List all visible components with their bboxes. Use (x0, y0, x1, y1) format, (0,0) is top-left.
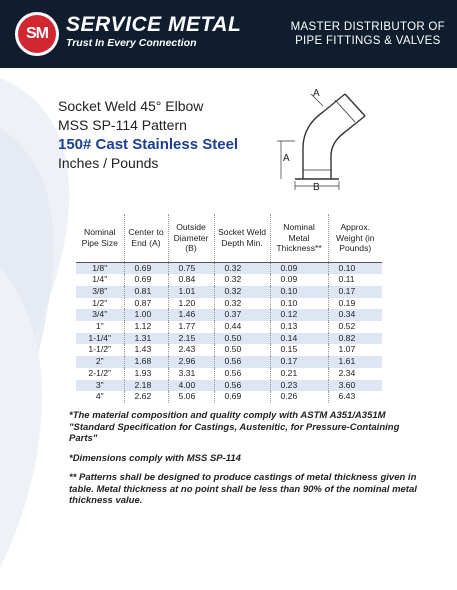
table-cell: 0.10 (328, 262, 382, 274)
note-thickness: ** Patterns shall be designed to produce castings of metal thickness given in table. Metal thickness at no point shall be less than 90% of the nominal metal thickness value. (69, 472, 417, 506)
table-cell: 0.32 (214, 298, 270, 310)
table-row (76, 368, 382, 380)
table-cell: 3" (76, 380, 124, 392)
table-cell: 0.10 (270, 298, 328, 310)
logo-initials: SM (18, 15, 56, 53)
table-header-row (76, 214, 382, 262)
table-row (76, 344, 382, 356)
table-cell: 0.44 (214, 321, 270, 333)
table-cell: 1.93 (124, 368, 168, 380)
table-row (76, 274, 382, 286)
table-cell: 0.21 (270, 368, 328, 380)
table-cell: 2.96 (168, 356, 214, 368)
product-pattern: MSS SP-114 Pattern (58, 117, 187, 133)
table-cell: 1/2" (92, 297, 108, 308)
table-cell: 0.50 (214, 333, 270, 345)
table-cell: 0.09 (270, 262, 328, 274)
table-cell: 0.11 (328, 274, 382, 286)
table-row (76, 262, 382, 274)
table-row (76, 321, 382, 333)
distributor-line-2: PIPE FITTINGS & VALVES (295, 35, 441, 47)
table-cell: 1.31 (124, 333, 168, 345)
table-cell: 1.07 (328, 344, 382, 356)
table-cell: 0.26 (270, 391, 328, 403)
brand-name: SERVICE METAL (66, 13, 242, 36)
diagram-label-a-top: A (313, 88, 320, 99)
table-cell: 0.32 (214, 286, 270, 298)
table-cell: 1.01 (168, 286, 214, 298)
table-cell: 1" (95, 321, 104, 332)
product-class: 150# Cast Stainless Steel (58, 136, 239, 153)
table-cell: 2.18 (124, 380, 168, 392)
table-cell: 0.56 (214, 368, 270, 380)
table-cell: 1.68 (124, 356, 168, 368)
table-cell: 2-1/2" (88, 367, 112, 378)
diagram-label-b: B (313, 182, 320, 193)
table-cell: 0.09 (270, 274, 328, 286)
table-row (76, 356, 382, 368)
column-header: Center to End (A) (124, 214, 168, 262)
product-title-block (58, 97, 238, 173)
product-name: Socket Weld 45° Elbow (58, 98, 204, 114)
table-cell: 0.12 (270, 309, 328, 321)
table-cell: 0.52 (328, 321, 382, 333)
table-row (76, 309, 382, 321)
table-cell: 2.15 (168, 333, 214, 345)
table-cell: 0.69 (124, 274, 168, 286)
table-cell: 2.43 (168, 344, 214, 356)
table-cell: 1.43 (124, 344, 168, 356)
elbow-diagram (275, 86, 395, 201)
table-cell: 0.17 (270, 356, 328, 368)
note-dimensions: *Dimensions comply with MSS SP-114 (69, 452, 241, 464)
table-cell: 1.46 (168, 309, 214, 321)
table-cell: 0.37 (214, 309, 270, 321)
table-cell: 0.84 (168, 274, 214, 286)
table-body (76, 262, 382, 403)
table-cell: 5.06 (168, 391, 214, 403)
table-cell: 1.61 (328, 356, 382, 368)
table-cell: 0.10 (270, 286, 328, 298)
table-row (76, 391, 382, 403)
dimensions-table (76, 214, 382, 403)
column-header: Approx. Weight (in Pounds) (328, 214, 382, 262)
table-cell: 0.82 (328, 333, 382, 345)
table-cell: 1-1/2" (88, 344, 112, 355)
table-row (76, 298, 382, 310)
table-cell: 1-1/4" (76, 333, 124, 345)
table-row (76, 333, 382, 345)
table-cell: 1/4" (92, 274, 108, 285)
notes-section (69, 410, 419, 515)
table-cell: 0.23 (270, 380, 328, 392)
table-cell: 4.00 (168, 380, 214, 392)
table-cell: 1.00 (124, 309, 168, 321)
table-cell: 1.20 (168, 298, 214, 310)
table-cell: 0.13 (270, 321, 328, 333)
table-cell: 0.56 (214, 380, 270, 392)
table-cell: 0.19 (328, 298, 382, 310)
table-cell: 2.62 (124, 391, 168, 403)
table-cell: 6.43 (328, 391, 382, 403)
diagram-label-a-side: A (283, 153, 290, 164)
table-cell: 0.14 (270, 333, 328, 345)
table-cell: 2" (76, 356, 124, 368)
table-cell: 3.31 (168, 368, 214, 380)
table-cell: 0.50 (214, 344, 270, 356)
table-cell: 1.77 (168, 321, 214, 333)
column-header: Nominal Pipe Size (81, 227, 118, 248)
product-units: Inches / Pounds (58, 155, 159, 171)
table-cell: 0.81 (124, 286, 168, 298)
table-cell: 0.15 (270, 344, 328, 356)
table-cell: 3.60 (328, 380, 382, 392)
table-cell: 1/8" (76, 262, 124, 274)
column-header: Nominal Metal Thickness** (270, 214, 328, 262)
table-cell: 4" (95, 391, 104, 402)
table-cell: 0.17 (328, 286, 382, 298)
table-cell: 0.32 (214, 262, 270, 274)
brand-tagline: Trust In Every Connection (66, 37, 197, 49)
distributor-line-1: MASTER DISTRIBUTOR OF (290, 21, 445, 33)
table-cell: 0.34 (328, 309, 382, 321)
note-material: *The material composition and quality comply with ASTM A351/A351M "Standard Specification for Castings, Austenitic, for Pressure-Containing Parts" (69, 410, 400, 444)
table-cell: 3/4" (76, 309, 124, 321)
table-cell: 0.56 (214, 356, 270, 368)
column-header: Socket Weld Depth Min. (214, 214, 270, 262)
table-row (76, 286, 382, 298)
table-cell: 0.32 (214, 274, 270, 286)
table-cell: 0.69 (214, 391, 270, 403)
table-cell: 0.87 (124, 298, 168, 310)
column-header: Outside Diameter (B) (168, 214, 214, 262)
table-cell: 3/8" (76, 286, 124, 298)
table-cell: 0.75 (168, 262, 214, 274)
table-cell: 0.69 (124, 262, 168, 274)
table-row (76, 380, 382, 392)
table-cell: 1.12 (124, 321, 168, 333)
table-cell: 2.34 (328, 368, 382, 380)
